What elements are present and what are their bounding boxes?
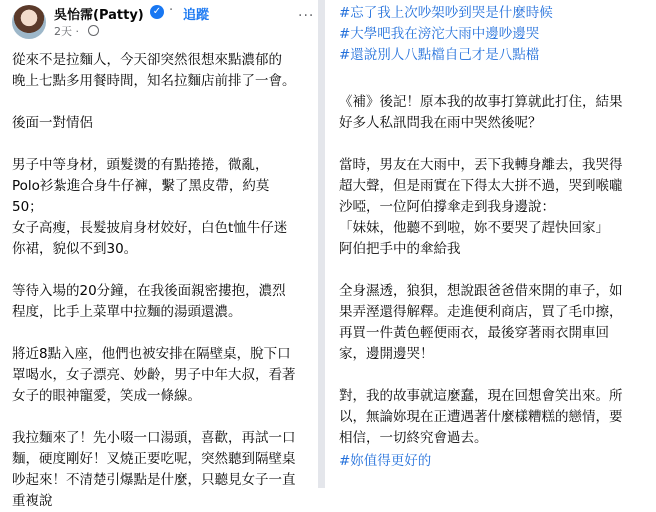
separator-dot: · <box>169 3 174 18</box>
text-line: 50； <box>12 199 43 215</box>
hashtag-link[interactable]: #忘了我上次吵架吵到哭是什麼時候 <box>339 5 553 21</box>
paragraph-gap <box>12 260 312 281</box>
text-line: 超大聲，但是雨實在下得太大拼不過，哭到喉嚨 <box>339 178 623 194</box>
text-line: 果弄溼還得解釋。走進便利商店，買了毛巾擦， <box>339 304 623 320</box>
text-line: 沙啞，一位阿伯撐傘走到我身邊說： <box>339 199 555 215</box>
more-options-icon[interactable]: ··· <box>298 8 315 24</box>
post-text-right <box>339 0 654 446</box>
left-post-panel <box>0 0 318 509</box>
post-body-right <box>339 92 654 449</box>
post-header <box>6 2 316 42</box>
author-avatar[interactable] <box>12 5 46 39</box>
hashtag-link[interactable]: #大學吧我在滂沱大雨中邊吵邊哭 <box>339 26 540 42</box>
text-line: 相信，一切終究會過去。 <box>339 430 488 446</box>
text-line: 我拉麵來了！先小啜一口湯頭，喜歡，再試一口 <box>12 430 296 446</box>
text-line: Polo衫紮進合身牛仔褲，繫了黑皮帶，約莫 <box>12 178 270 194</box>
text-line: 等待入場的20分鐘，在我後面親密摟抱，濃烈 <box>12 283 286 299</box>
text-line: 從來不是拉麵人，今天卻突然很想來點濃郁的 <box>12 52 282 68</box>
text-line: 男子中等身材，頭髮燙的有點捲捲，微亂， <box>12 157 269 173</box>
text-line: 以，無論妳現在正遭遇著什麼樣糟糕的戀情，要 <box>339 409 623 425</box>
paragraph-gap <box>339 134 654 155</box>
text-line: 全身濕透，狼狽，想說跟爸爸借來開的車子，如 <box>339 283 623 299</box>
hashtag-group-top <box>339 4 654 65</box>
text-line: 後面一對情侶 <box>12 115 93 131</box>
hashtag-link[interactable]: #妳值得更好的 <box>339 453 432 469</box>
text-line: 吵起來！不清楚引爆點是什麼，只聽見女子一直 <box>12 472 296 488</box>
text-line: 當時，男友在大雨中，丟下我轉身離去，我哭得 <box>339 157 623 173</box>
text-line: 對，我的故事就這麼蠢，現在回想會笑出來。所 <box>339 388 623 404</box>
text-line: 程度，比手上菜單中拉麵的湯頭還濃。 <box>12 304 242 320</box>
follow-button[interactable]: 追蹤 <box>183 8 210 23</box>
text-line: 你裙，貌似不到30。 <box>12 241 138 257</box>
text-line: 阿伯把手中的傘給我 <box>339 241 461 257</box>
post-text-left <box>12 50 312 512</box>
text-line: 重複說 <box>12 493 53 509</box>
right-post-panel <box>325 0 656 488</box>
paragraph-gap <box>12 134 312 155</box>
text-line: 好多人私訊問我在雨中哭然後呢？ <box>339 115 542 131</box>
verified-badge-icon: ✓ <box>150 5 164 19</box>
author-name[interactable]: 吳怡霈(Patty) <box>54 8 144 23</box>
text-line: 《補》後記！原本我的故事打算就此打住，結果 <box>339 94 623 110</box>
post-timestamp[interactable]: 2天 · <box>54 25 79 38</box>
text-line: 將近8點入座，他們也被安排在隔壁桌，脫下口 <box>12 346 291 362</box>
text-line: 「妹妹，他聽不到啦，妳不要哭了趕快回家」 <box>339 220 609 236</box>
text-line: 再買一件黃色輕便雨衣，最後穿著雨衣開車回 <box>339 325 609 341</box>
paragraph-gap <box>339 365 654 386</box>
globe-icon <box>88 25 99 36</box>
text-line: 女子高瘦，長髮披肩身材姣好，白色t恤牛仔迷 <box>12 220 288 236</box>
paragraph-gap <box>12 407 312 428</box>
text-line: 晚上七點多用餐時間，知名拉麵店前排了一會。 <box>12 73 296 89</box>
text-line: 罩喝水，女子漂亮、妙齡，男子中年大叔，看著 <box>12 367 296 383</box>
panel-divider <box>318 0 325 488</box>
hashtag-link[interactable]: #還說別人八點檔自己才是八點檔 <box>339 47 540 63</box>
text-line: 女子的眼神寵愛，笑成一條線。 <box>12 388 201 404</box>
paragraph-gap <box>12 323 312 344</box>
paragraph-gap <box>12 92 312 113</box>
paragraph-gap <box>339 260 654 281</box>
text-line: 家，邊開邊哭！ <box>339 346 434 362</box>
text-line: 麵，硬度剛好！叉燒正要吃呢，突然聽到隔壁桌 <box>12 451 296 467</box>
